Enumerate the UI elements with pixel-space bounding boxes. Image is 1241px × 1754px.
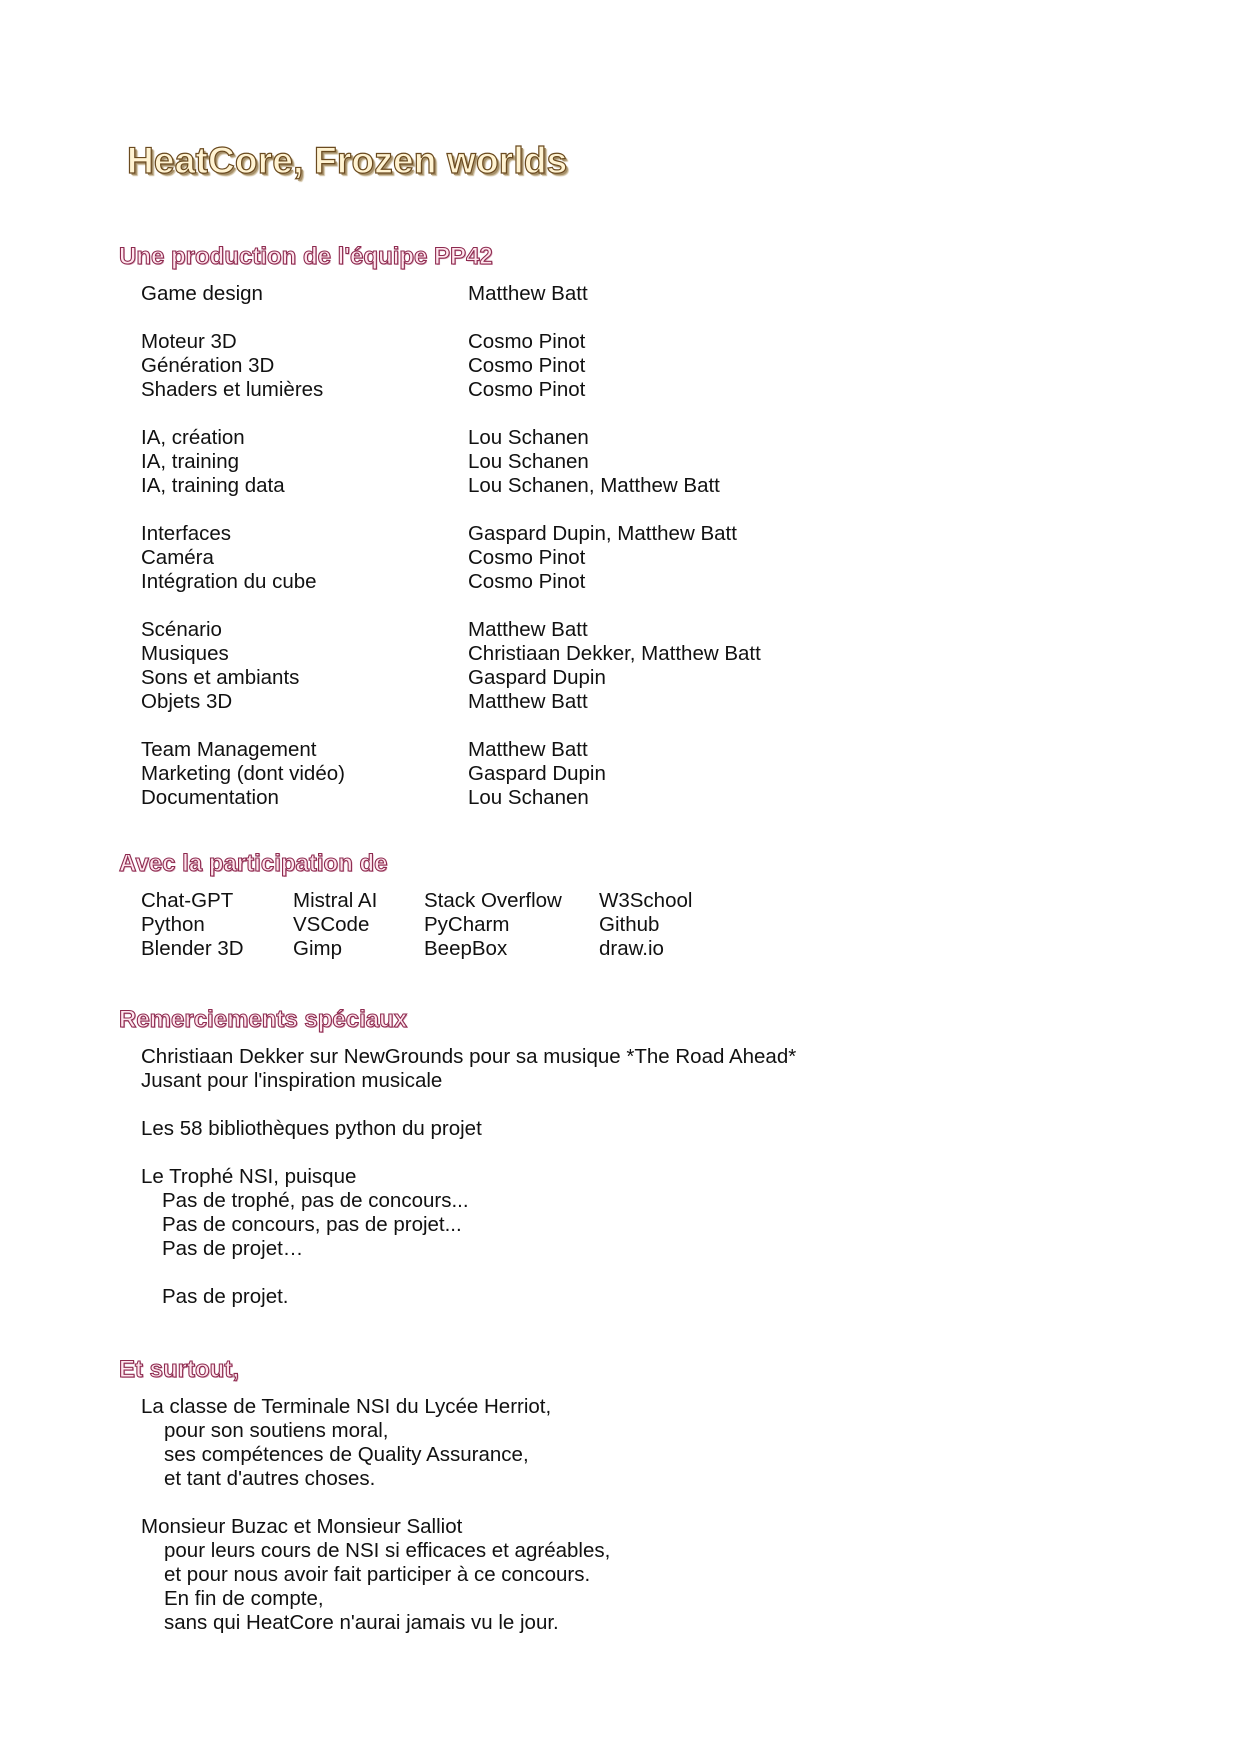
section-title-thanks: Remerciements spéciaux (119, 1006, 408, 1033)
credit-group (141, 618, 941, 714)
tool-name: W3School (599, 889, 693, 912)
section-title-above-all: Et surtout, (119, 1356, 239, 1383)
credit-row (141, 642, 941, 666)
credit-row (141, 426, 941, 450)
tool-name: Github (599, 913, 660, 936)
tools-grid (141, 889, 719, 961)
credit-name: Matthew Batt (468, 690, 588, 713)
credit-name: Lou Schanen (468, 786, 589, 809)
credit-group (141, 738, 941, 810)
credit-name: Cosmo Pinot (468, 546, 586, 569)
credit-row (141, 450, 941, 474)
credit-row (141, 282, 941, 306)
credit-role: Documentation (141, 786, 279, 809)
credit-group (141, 330, 941, 402)
credit-role: IA, création (141, 426, 245, 449)
credit-role: Moteur 3D (141, 330, 237, 353)
credit-group (141, 522, 941, 594)
above-all-line: pour leurs cours de NSI si efficaces et agréables, (164, 1539, 611, 1562)
credit-name: Lou Schanen (468, 450, 589, 473)
thanks-line: Christiaan Dekker sur NewGrounds pour sa musique *The Road Ahead* (141, 1045, 797, 1068)
credit-role: Sons et ambiants (141, 666, 300, 689)
credit-role: Caméra (141, 546, 214, 569)
thanks-line: Pas de projet. (162, 1285, 289, 1308)
credits-table (141, 282, 941, 834)
credit-group (141, 282, 941, 306)
tool-name: Chat-GPT (141, 889, 234, 912)
credit-row (141, 618, 941, 642)
above-all-line: et tant d'autres choses. (164, 1467, 376, 1490)
credit-name: Cosmo Pinot (468, 354, 586, 377)
credit-row (141, 546, 941, 570)
credit-row (141, 666, 941, 690)
credit-name: Gaspard Dupin (468, 762, 606, 785)
credit-role: Team Management (141, 738, 317, 761)
thanks-line: Jusant pour l'inspiration musicale (141, 1069, 443, 1092)
credit-row (141, 330, 941, 354)
tool-name: Python (141, 913, 205, 936)
tool-name: Stack Overflow (424, 889, 562, 912)
credit-name: Gaspard Dupin, Matthew Batt (468, 522, 737, 545)
above-all-line: et pour nous avoir fait participer à ce concours. (164, 1563, 591, 1586)
credit-row (141, 378, 941, 402)
above-all-line: La classe de Terminale NSI du Lycée Herriot, (141, 1395, 552, 1418)
tool-name: BeepBox (424, 937, 508, 960)
credit-row (141, 738, 941, 762)
thanks-block (141, 1045, 796, 1309)
above-all-line: sans qui HeatCore n'aurai jamais vu le jour. (164, 1611, 559, 1634)
credit-name: Cosmo Pinot (468, 330, 586, 353)
credit-role: Intégration du cube (141, 570, 317, 593)
tool-name: Gimp (293, 937, 342, 960)
credit-row (141, 786, 941, 810)
tools-row (141, 889, 719, 913)
credit-row (141, 570, 941, 594)
credit-name: Lou Schanen (468, 426, 589, 449)
tool-name: draw.io (599, 937, 664, 960)
credit-name: Matthew Batt (468, 738, 588, 761)
above-all-line: Monsieur Buzac et Monsieur Salliot (141, 1515, 463, 1538)
thanks-line: Pas de projet… (162, 1237, 304, 1260)
credit-role: Shaders et lumières (141, 378, 324, 401)
above-all-line: pour son soutiens moral, (164, 1419, 389, 1442)
credit-row (141, 762, 941, 786)
credit-role: IA, training data (141, 474, 285, 497)
thanks-line: Pas de concours, pas de projet... (162, 1213, 462, 1236)
credit-role: Objets 3D (141, 690, 233, 713)
credit-role: Musiques (141, 642, 229, 665)
credit-name: Cosmo Pinot (468, 378, 586, 401)
above-all-block (141, 1395, 610, 1635)
credit-row (141, 474, 941, 498)
credit-role: Marketing (dont vidéo) (141, 762, 345, 785)
tools-row (141, 913, 719, 937)
section-title-production: Une production de l'équipe PP42 (119, 243, 493, 270)
credit-name: Cosmo Pinot (468, 570, 586, 593)
credit-name: Christiaan Dekker, Matthew Batt (468, 642, 761, 665)
credit-row (141, 522, 941, 546)
document-title: HeatCore, Frozen worlds (127, 140, 568, 181)
credit-group (141, 426, 941, 498)
section-title-participation: Avec la participation de (119, 850, 388, 877)
tool-name: VSCode (293, 913, 370, 936)
credit-name: Matthew Batt (468, 618, 588, 641)
credit-role: IA, training (141, 450, 239, 473)
credit-role: Interfaces (141, 522, 232, 545)
credit-name: Matthew Batt (468, 282, 588, 305)
credit-role: Scénario (141, 618, 222, 641)
credit-name: Gaspard Dupin (468, 666, 606, 689)
above-all-line: ses compétences de Quality Assurance, (164, 1443, 529, 1466)
tool-name: PyCharm (424, 913, 510, 936)
tool-name: Mistral AI (293, 889, 378, 912)
credit-row (141, 354, 941, 378)
thanks-line: Pas de trophé, pas de concours... (162, 1189, 469, 1212)
thanks-line: Les 58 bibliothèques python du projet (141, 1117, 482, 1140)
thanks-line: Le Trophé NSI, puisque (141, 1165, 357, 1188)
credit-role: Génération 3D (141, 354, 275, 377)
credit-row (141, 690, 941, 714)
tools-row (141, 937, 719, 961)
credit-role: Game design (141, 282, 263, 305)
credit-name: Lou Schanen, Matthew Batt (468, 474, 720, 497)
tool-name: Blender 3D (141, 937, 244, 960)
above-all-line: En fin de compte, (164, 1587, 324, 1610)
